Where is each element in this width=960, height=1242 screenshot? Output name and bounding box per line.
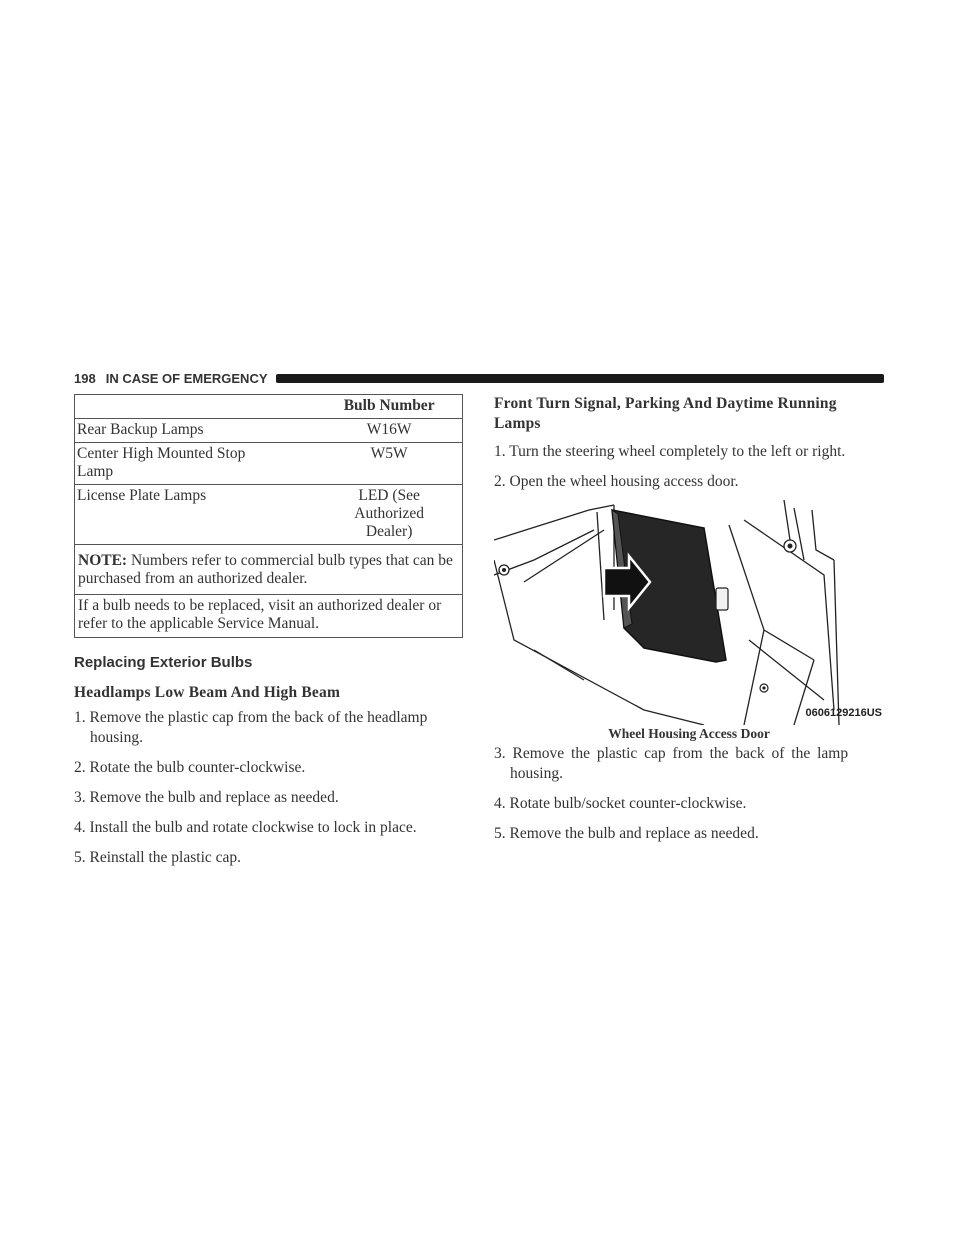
lamp-cell: Center High Mounted Stop Lamp [75, 443, 317, 485]
step [494, 472, 884, 492]
step-text: 4. Install the bulb and rotate clockwise to lock in place. [74, 819, 417, 836]
step [74, 788, 464, 808]
step [74, 848, 464, 868]
step-text: 2. Rotate the bulb counter-clockwise. [74, 759, 306, 776]
step-text: 3. Remove the plastic cap from the back of the lamp [494, 745, 849, 762]
step-continuation: housing. [510, 765, 563, 782]
table-header-row [75, 395, 463, 419]
figure-code: 0606129216US [805, 707, 882, 719]
step-text: 2. Open the wheel housing access door. [494, 473, 739, 490]
lamp-cell: License Plate Lamps [75, 485, 317, 545]
wheel-housing-illustration [494, 500, 884, 725]
step [74, 708, 464, 748]
note-label: NOTE: [78, 552, 128, 569]
bulb-table [74, 394, 463, 638]
table-header-blank [75, 395, 317, 419]
table-note [75, 545, 463, 595]
step-continuation: housing. [90, 729, 143, 746]
header-rule [276, 374, 885, 383]
subsection-title-line1: Front Turn Signal, Parking And Daytime Running [494, 395, 837, 412]
table-row [75, 443, 463, 485]
step-text: 1. Remove the plastic cap from the back of the headlamp [74, 709, 428, 726]
lamp-cell: Rear Backup Lamps [75, 419, 317, 443]
section-name: IN CASE OF EMERGENCY [105, 370, 268, 386]
step-text: 5. Remove the bulb and replace as needed. [494, 825, 759, 842]
right-column [494, 394, 884, 844]
left-column [74, 394, 464, 868]
table-footer-row [75, 595, 463, 638]
table-footer: If a bulb needs to be replaced, visit an authorized dealer or refer to the applicable Service Manual. [75, 595, 463, 638]
table-row [75, 485, 463, 545]
step-text: 4. Rotate bulb/socket counter-clockwise. [494, 795, 747, 812]
subsection-title-line2: Lamps [494, 415, 541, 432]
note-text: Numbers refer to commercial bulb types that can be purchased from an authorized dealer. [78, 552, 453, 587]
section-title: Replacing Exterior Bulbs [74, 654, 253, 671]
step-text: 5. Reinstall the plastic cap. [74, 849, 242, 866]
step-text: 3. Remove the bulb and replace as needed. [74, 789, 339, 806]
figure-caption: Wheel Housing Access Door [608, 726, 770, 741]
step [494, 442, 884, 462]
step [494, 794, 884, 814]
wheel-housing-figure [494, 500, 884, 725]
page-number: 198 [74, 370, 96, 386]
page-header [74, 368, 884, 388]
bulb-cell: W5W [316, 443, 462, 485]
step-text: 1. Turn the steering wheel completely to the left or right. [494, 443, 846, 460]
bulb-cell: W16W [316, 419, 462, 443]
table-row [75, 419, 463, 443]
subsection-title [494, 394, 884, 434]
subsection-title: Headlamps Low Beam And High Beam [74, 684, 341, 701]
bulb-cell: LED (See Authorized Dealer) [316, 485, 462, 545]
step [494, 824, 884, 844]
step [74, 818, 464, 838]
step [494, 744, 884, 784]
table-note-row [75, 545, 463, 595]
table-header-bulb-number: Bulb Number [316, 395, 462, 419]
step [74, 758, 464, 778]
